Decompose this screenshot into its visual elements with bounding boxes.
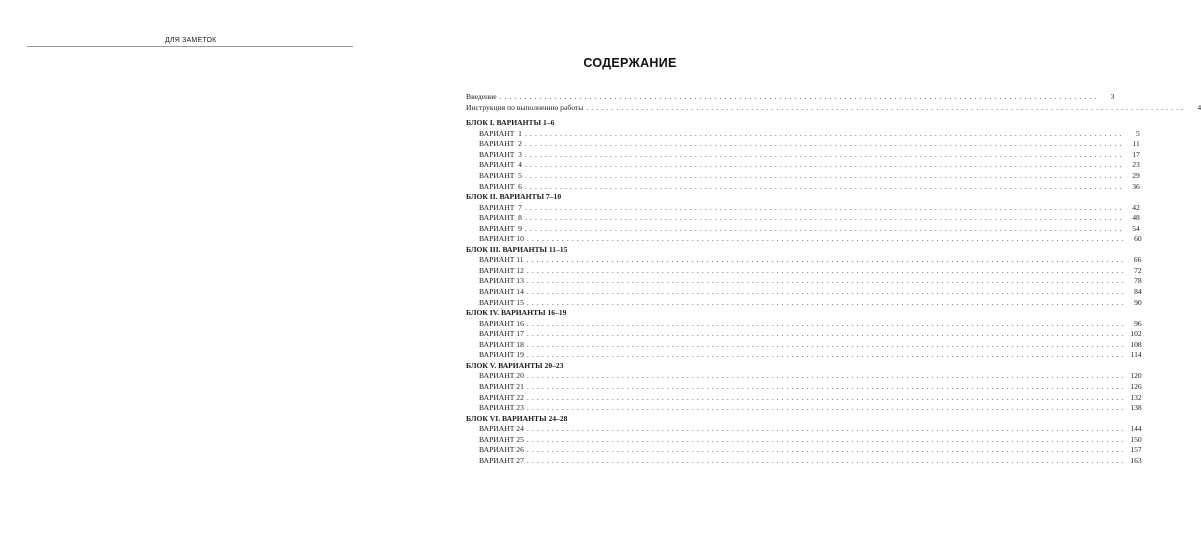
toc-block-heading[interactable]: БЛОК V. ВАРИАНТЫ 20–23 xyxy=(466,360,564,370)
toc-entry[interactable] xyxy=(466,318,1142,330)
toc-entry-label: ВАРИАНТ 8 xyxy=(479,213,522,223)
toc-entry[interactable] xyxy=(466,223,1140,235)
toc-entry[interactable] xyxy=(466,202,1140,214)
toc-blocks xyxy=(466,118,1142,466)
toc-entry[interactable] xyxy=(466,265,1142,277)
toc-entry-label: ВАРИАНТ 1 xyxy=(479,128,522,138)
toc-entry-page: 54 xyxy=(1132,223,1140,233)
leader-dots: ........................................................................................................................ xyxy=(499,92,1100,101)
toc-block xyxy=(466,360,1142,414)
toc-entry-page: 132 xyxy=(1130,392,1142,402)
toc-entry-label: ВАРИАНТ 9 xyxy=(479,223,522,233)
leader-dots: ........................................................................................................................ xyxy=(526,424,1127,434)
toc-entry-page: 66 xyxy=(1133,255,1142,265)
toc-entry-page: 90 xyxy=(1134,297,1142,307)
leader-dots: ........................................................................................................................ xyxy=(526,287,1127,297)
toc-entry-label: ВАРИАНТ 22 xyxy=(479,392,524,402)
toc-entry[interactable] xyxy=(466,213,1140,224)
toc-entry-label: ВАРИАНТ 21 xyxy=(479,381,524,391)
leader-dots: ........................................................................................................................ xyxy=(526,350,1127,360)
toc-entry-label: ВАРИАНТ 18 xyxy=(479,339,524,349)
toc-entry[interactable] xyxy=(466,350,1142,361)
toc-entry[interactable] xyxy=(466,149,1140,161)
leader-dots: ........................................................................................................................ xyxy=(524,139,1125,149)
leader-dots: ........................................................................................................................ xyxy=(526,276,1127,286)
toc-entry-page: 78 xyxy=(1134,276,1142,286)
leader-dots: ........................................................................................................................ xyxy=(526,434,1127,444)
toc-entry[interactable] xyxy=(466,445,1142,456)
toc-entry-label: ВАРИАНТ 2 xyxy=(479,139,522,149)
toc-block-heading[interactable]: БЛОК II. ВАРИАНТЫ 7–10 xyxy=(466,192,562,202)
toc-entry-page: 17 xyxy=(1132,149,1140,159)
toc-entry-label: ВАРИАНТ 3 xyxy=(479,149,522,159)
toc-entry-page: 29 xyxy=(1132,171,1140,181)
toc-entry-page: 114 xyxy=(1130,350,1142,360)
toc-entry[interactable] xyxy=(466,128,1140,140)
toc-entry-page: 3 xyxy=(1110,92,1115,101)
leader-dots: ........................................................................................................................ xyxy=(524,213,1125,223)
toc-entry-page: 163 xyxy=(1130,455,1142,465)
toc-entry-page: 102 xyxy=(1130,329,1142,339)
toc-entry-page: 96 xyxy=(1134,318,1142,328)
toc-entry[interactable] xyxy=(466,371,1142,382)
toc-entry-page: 150 xyxy=(1130,434,1142,444)
toc-block-heading[interactable]: БЛОК I. ВАРИАНТЫ 1–6 xyxy=(466,118,555,128)
toc-entry-page: 138 xyxy=(1130,403,1142,413)
leader-dots: ........................................................................................................................ xyxy=(526,329,1127,339)
toc-entry[interactable] xyxy=(466,455,1142,467)
toc-entry-page: 23 xyxy=(1132,160,1140,170)
toc-entry[interactable] xyxy=(466,255,1142,266)
leader-dots: ........................................................................................................................ xyxy=(526,234,1127,244)
toc-entry-label: ВАРИАНТ 7 xyxy=(479,202,522,212)
toc-entry-label: ВАРИАНТ 14 xyxy=(479,287,524,297)
toc-entry-page: 157 xyxy=(1130,445,1142,455)
toc-entry-page: 5 xyxy=(1136,128,1140,138)
toc-entry-label: ВАРИАНТ 15 xyxy=(479,297,524,307)
leader-dots: ........................................................................................................................ xyxy=(524,149,1125,159)
toc-entry[interactable] xyxy=(466,424,1142,435)
leader-dots: ........................................................................................................................ xyxy=(526,255,1127,265)
toc-entry-page: 11 xyxy=(1132,139,1140,149)
toc-entry-label: ВАРИАНТ 13 xyxy=(479,276,524,286)
toc-entry[interactable] xyxy=(466,139,1140,150)
leader-dots: ........................................................................................................................ xyxy=(526,381,1127,391)
toc-entry-label: ВАРИАНТ 17 xyxy=(479,329,524,339)
toc-entry[interactable] xyxy=(466,434,1142,446)
toc-entry[interactable] xyxy=(466,181,1140,193)
toc-entry-page: 84 xyxy=(1134,287,1142,297)
toc-entry[interactable] xyxy=(466,339,1142,351)
toc-entry[interactable] xyxy=(466,276,1142,287)
toc-intro xyxy=(466,92,1201,113)
leader-dots: ........................................................................................................................ xyxy=(526,318,1127,328)
toc-entry[interactable] xyxy=(466,381,1142,393)
toc-entry-page: 126 xyxy=(1130,381,1142,391)
notes-label: ДЛЯ ЗАМЕТОК xyxy=(165,37,217,44)
leader-dots: ........................................................................................................................ xyxy=(524,202,1125,212)
leader-dots: ........................................................................................................................ xyxy=(526,455,1127,465)
leader-dots: ........................................................................................................................ xyxy=(526,265,1127,275)
toc-entry-page: 4 xyxy=(1197,102,1201,112)
toc-entry-label: ВАРИАНТ 11 xyxy=(479,255,524,265)
toc-entry-page: 108 xyxy=(1130,339,1142,349)
toc-entry-page: 42 xyxy=(1132,202,1140,212)
toc-entry-label: ВАРИАНТ 5 xyxy=(479,171,522,181)
toc-entry-label: Введение xyxy=(466,92,497,101)
toc-entry[interactable] xyxy=(466,287,1142,298)
leader-dots: ........................................................................................................................ xyxy=(524,181,1125,191)
toc-entry-label: ВАРИАНТ 26 xyxy=(479,445,524,455)
toc-entry-page: 72 xyxy=(1134,265,1142,275)
leader-dots: ........................................................................................................................ xyxy=(524,128,1125,138)
table-of-contents xyxy=(466,92,1201,466)
toc-entry-page: 144 xyxy=(1130,424,1142,434)
leader-dots: ........................................................................................................................ xyxy=(526,297,1127,307)
toc-entry-page: 36 xyxy=(1132,181,1140,191)
toc-title: СОДЕРЖАНИЕ xyxy=(583,56,677,70)
toc-entry-page: 48 xyxy=(1132,213,1140,223)
leader-dots: ........................................................................................................................ xyxy=(526,403,1127,413)
toc-entry-label: ВАРИАНТ 24 xyxy=(479,424,524,434)
toc-entry-label: ВАРИАНТ 4 xyxy=(479,160,522,170)
toc-entry[interactable] xyxy=(466,171,1140,182)
toc-entry-label: ВАРИАНТ 23 xyxy=(479,403,524,413)
toc-entry[interactable] xyxy=(466,392,1142,404)
toc-entry[interactable] xyxy=(466,92,1115,103)
toc-entry-label: Инструкция по выполнению работы xyxy=(466,102,584,112)
toc-entry[interactable] xyxy=(466,329,1142,340)
toc-block xyxy=(466,244,1142,308)
leader-dots: ........................................................................................................................ xyxy=(586,102,1187,112)
toc-block-heading[interactable]: БЛОК IV. ВАРИАНТЫ 16–19 xyxy=(466,308,567,318)
toc-entry[interactable] xyxy=(466,234,1142,245)
toc-block xyxy=(466,192,1142,245)
toc-entry[interactable] xyxy=(466,160,1140,171)
leader-dots: ........................................................................................................................ xyxy=(524,171,1125,181)
toc-block-heading[interactable]: БЛОК VI. ВАРИАНТЫ 24–28 xyxy=(466,413,568,423)
toc-block xyxy=(466,413,1142,467)
toc-entry-label: ВАРИАНТ 27 xyxy=(479,455,524,465)
toc-entry[interactable] xyxy=(466,297,1142,309)
toc-entry-label: ВАРИАНТ 12 xyxy=(479,265,524,275)
toc-entry-page: 120 xyxy=(1130,371,1142,381)
leader-dots: ........................................................................................................................ xyxy=(526,445,1127,455)
notes-divider xyxy=(27,46,353,47)
leader-dots: ........................................................................................................................ xyxy=(524,160,1125,170)
toc-block xyxy=(466,118,1140,192)
leader-dots: ........................................................................................................................ xyxy=(524,223,1125,233)
toc-entry[interactable] xyxy=(466,102,1201,114)
toc-entry-page: 60 xyxy=(1134,234,1142,244)
leader-dots: ........................................................................................................................ xyxy=(526,339,1127,349)
toc-entry-label: ВАРИАНТ 19 xyxy=(479,350,524,360)
leader-dots: ........................................................................................................................ xyxy=(526,392,1127,402)
toc-block xyxy=(466,308,1142,361)
toc-entry-label: ВАРИАНТ 6 xyxy=(479,181,522,191)
toc-entry-label: ВАРИАНТ 10 xyxy=(479,234,524,244)
toc-entry-label: ВАРИАНТ 25 xyxy=(479,434,524,444)
leader-dots: ........................................................................................................................ xyxy=(526,371,1127,381)
toc-entry-label: ВАРИАНТ 16 xyxy=(479,318,524,328)
toc-entry[interactable] xyxy=(466,403,1142,414)
toc-block-heading[interactable]: БЛОК III. ВАРИАНТЫ 11–15 xyxy=(466,244,568,254)
toc-entry-label: ВАРИАНТ 20 xyxy=(479,371,524,381)
